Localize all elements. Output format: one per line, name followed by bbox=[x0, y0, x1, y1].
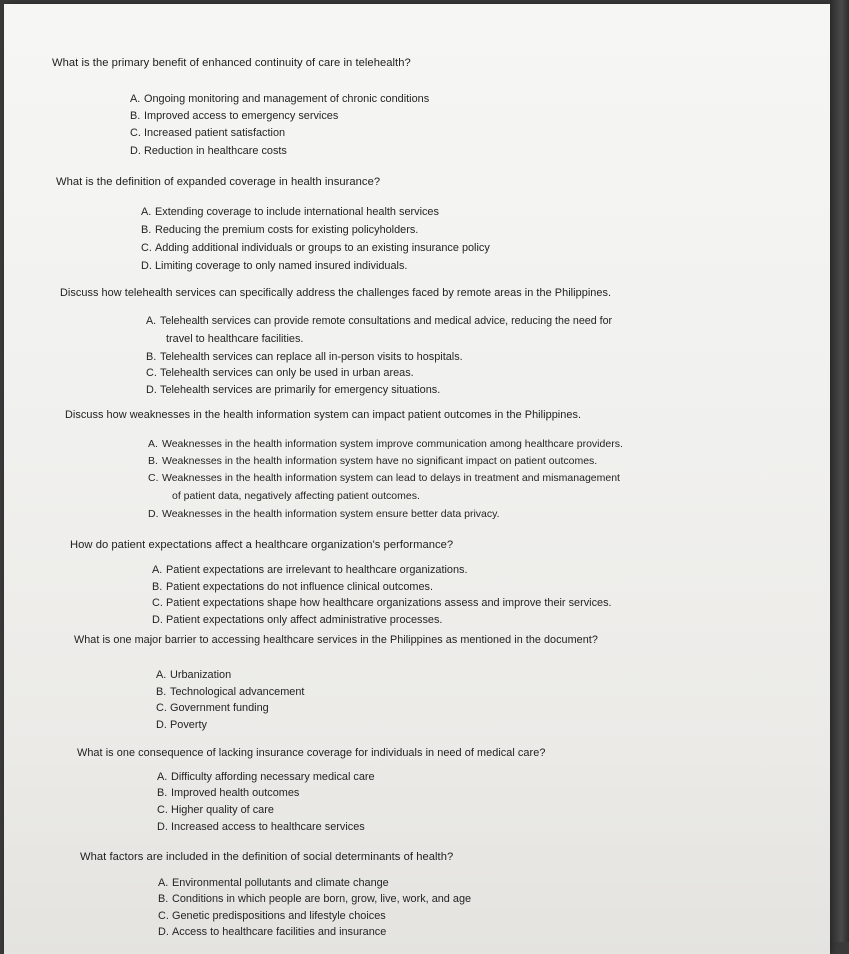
option-text: Genetic predispositions and lifestyle choices bbox=[172, 910, 386, 922]
q4-option-c-continuation: of patient data, negatively affecting patient outcomes. bbox=[172, 490, 420, 502]
q3-option-d bbox=[146, 383, 440, 397]
option-text: Telehealth services can provide remote consultations and medical advice, reducing the need for bbox=[160, 315, 613, 327]
option-letter: B. bbox=[158, 893, 169, 905]
question-5: How do patient expectations affect a healthcare organization's performance? bbox=[70, 539, 454, 551]
option-letter: B. bbox=[141, 224, 152, 236]
q3-option-c bbox=[146, 366, 414, 380]
q4-option-c bbox=[148, 471, 620, 485]
option-text: Telehealth services can only be used in urban areas. bbox=[160, 367, 414, 379]
option-text: Weaknesses in the health information system can lead to delays in treatment and mismanagement bbox=[162, 472, 620, 484]
option-text: Access to healthcare facilities and insurance bbox=[172, 926, 387, 938]
option-letter: C. bbox=[156, 702, 167, 714]
q4-option-a bbox=[148, 437, 623, 451]
option-letter: C. bbox=[141, 242, 152, 254]
option-text: Improved access to emergency services bbox=[144, 110, 339, 122]
option-text: Weaknesses in the health information system ensure better data privacy. bbox=[162, 508, 500, 520]
option-text: Patient expectations only affect administrative processes. bbox=[166, 614, 443, 626]
option-letter: B. bbox=[156, 686, 167, 698]
question-3: Discuss how telehealth services can specifically address the challenges faced by remote areas in the Philippines. bbox=[60, 287, 612, 299]
option-letter: D. bbox=[156, 719, 167, 731]
option-text: Telehealth services can replace all in-person visits to hospitals. bbox=[160, 351, 463, 363]
q5-option-b bbox=[152, 580, 433, 594]
option-text: Higher quality of care bbox=[171, 804, 274, 816]
q1-option-a bbox=[130, 92, 429, 106]
option-text: Increased access to healthcare services bbox=[171, 821, 365, 833]
option-letter: D. bbox=[130, 145, 141, 157]
q1-option-d bbox=[130, 144, 287, 158]
option-letter: A. bbox=[130, 93, 141, 105]
option-text: Government funding bbox=[170, 702, 269, 714]
q8-option-b bbox=[158, 892, 471, 906]
q6-option-d bbox=[156, 718, 207, 732]
q1-option-b bbox=[130, 109, 338, 123]
option-letter: A. bbox=[157, 771, 168, 783]
option-letter: A. bbox=[148, 438, 158, 450]
q5-option-c bbox=[152, 596, 612, 610]
option-text: Poverty bbox=[170, 719, 207, 731]
q5-option-a bbox=[152, 563, 468, 577]
option-text: Increased patient satisfaction bbox=[144, 127, 286, 139]
option-text: Reduction in healthcare costs bbox=[144, 145, 287, 157]
q7-option-a bbox=[157, 770, 375, 784]
question-4: Discuss how weaknesses in the health information system can impact patient outcomes in the Philippines. bbox=[65, 409, 582, 421]
q4-option-b bbox=[148, 454, 597, 468]
option-letter: D. bbox=[158, 926, 169, 938]
q7-option-c bbox=[157, 803, 274, 817]
q3-option-a-continuation: travel to healthcare facilities. bbox=[166, 333, 304, 345]
option-letter: A. bbox=[158, 877, 169, 889]
option-letter: C. bbox=[152, 597, 163, 609]
option-letter: C. bbox=[148, 472, 159, 484]
option-text: Limiting coverage to only named insured individuals. bbox=[155, 260, 408, 272]
q7-option-d bbox=[157, 820, 365, 834]
option-letter: D. bbox=[148, 508, 159, 520]
option-text: Ongoing monitoring and management of chronic conditions bbox=[144, 93, 430, 105]
option-letter: C. bbox=[158, 910, 169, 922]
q7-option-b bbox=[157, 786, 299, 800]
option-letter: B. bbox=[157, 787, 168, 799]
q2-option-b bbox=[141, 223, 418, 237]
option-letter: A. bbox=[152, 564, 163, 576]
option-text: Improved health outcomes bbox=[171, 787, 300, 799]
question-2: What is the definition of expanded coverage in health insurance? bbox=[56, 176, 381, 188]
q8-option-a bbox=[158, 876, 389, 890]
option-letter: A. bbox=[141, 206, 152, 218]
option-text: Patient expectations are irrelevant to healthcare organizations. bbox=[166, 564, 468, 576]
q5-option-d bbox=[152, 613, 442, 627]
question-6: What is one major barrier to accessing healthcare services in the Philippines as mentioned in the document? bbox=[74, 634, 598, 646]
option-text: Extending coverage to include international health services bbox=[155, 206, 439, 218]
option-letter: D. bbox=[157, 821, 168, 833]
option-text: Environmental pollutants and climate change bbox=[172, 877, 389, 889]
option-letter: A. bbox=[146, 315, 157, 327]
option-letter: A. bbox=[156, 669, 167, 681]
question-1: What is the primary benefit of enhanced continuity of care in telehealth? bbox=[52, 57, 411, 69]
option-text: Urbanization bbox=[170, 669, 232, 681]
option-text: Technological advancement bbox=[170, 686, 305, 698]
option-text: Adding additional individuals or groups to an existing insurance policy bbox=[155, 242, 490, 254]
quiz-page bbox=[4, 4, 830, 954]
q2-option-a bbox=[141, 205, 439, 219]
q6-option-c bbox=[156, 701, 269, 715]
option-text: Patient expectations do not influence clinical outcomes. bbox=[166, 581, 433, 593]
question-7: What is one consequence of lacking insurance coverage for individuals in need of medical care? bbox=[77, 747, 546, 759]
option-text: Weaknesses in the health information system have no significant impact on patient outcomes. bbox=[162, 455, 598, 467]
q3-option-a bbox=[146, 314, 612, 328]
q6-option-b bbox=[156, 685, 304, 699]
page-edge-shadow bbox=[830, 0, 849, 942]
option-text: Telehealth services are primarily for emergency situations. bbox=[160, 384, 441, 396]
option-letter: C. bbox=[146, 367, 157, 379]
q2-option-d bbox=[141, 259, 407, 273]
q1-option-c bbox=[130, 126, 285, 140]
option-letter: C. bbox=[157, 804, 168, 816]
option-letter: B. bbox=[130, 110, 141, 122]
option-letter: B. bbox=[152, 581, 163, 593]
option-text: Conditions in which people are born, grow, live, work, and age bbox=[172, 893, 472, 905]
option-letter: B. bbox=[146, 351, 157, 363]
q8-option-c bbox=[158, 909, 386, 923]
q3-option-b bbox=[146, 350, 463, 364]
q8-option-d bbox=[158, 925, 386, 939]
option-text: Reducing the premium costs for existing policyholders. bbox=[155, 224, 419, 236]
q4-option-d bbox=[148, 507, 500, 521]
option-letter: D. bbox=[146, 384, 157, 396]
option-text: Patient expectations shape how healthcare organizations assess and improve their services. bbox=[166, 597, 612, 609]
q6-option-a bbox=[156, 668, 231, 682]
option-letter: C. bbox=[130, 127, 141, 139]
option-letter: D. bbox=[141, 260, 152, 272]
option-text: Difficulty affording necessary medical care bbox=[171, 771, 375, 783]
option-letter: B. bbox=[148, 455, 158, 467]
q2-option-c bbox=[141, 241, 490, 255]
question-8: What factors are included in the definition of social determinants of health? bbox=[80, 851, 454, 863]
option-letter: D. bbox=[152, 614, 163, 626]
option-text: Weaknesses in the health information system improve communication among healthcare providers. bbox=[162, 438, 623, 450]
